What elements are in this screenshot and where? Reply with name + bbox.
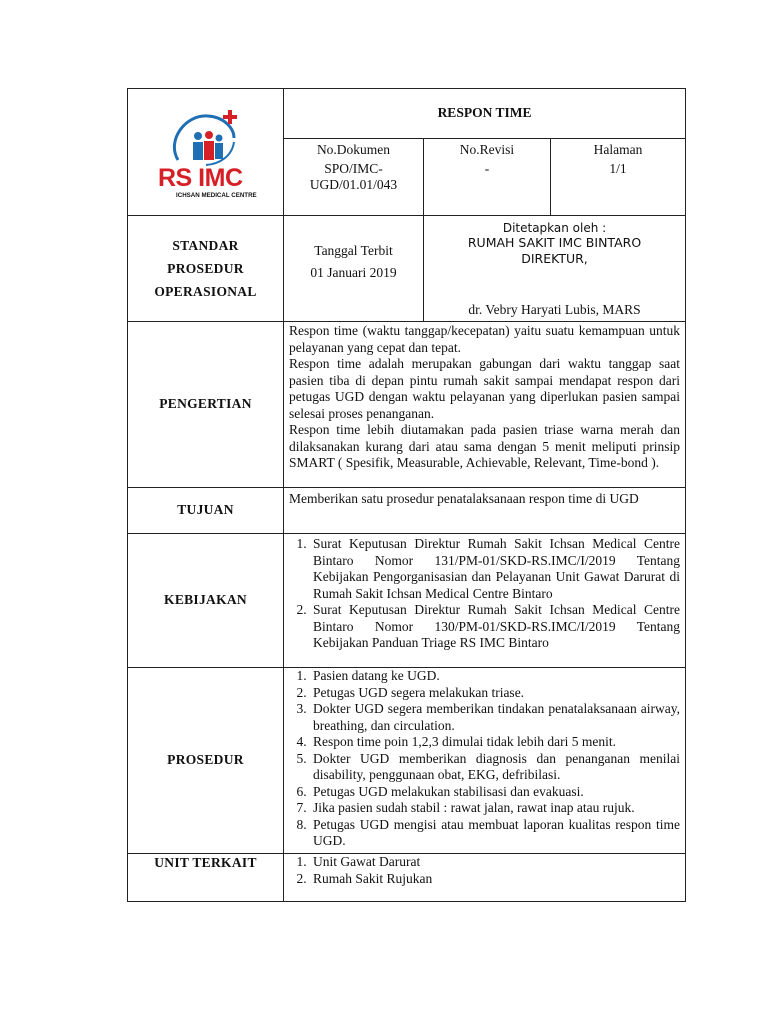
pengertian-content xyxy=(284,322,686,488)
sop-label-2: PROSEDUR xyxy=(167,261,244,276)
kebijakan-content xyxy=(284,534,686,668)
prosedur-label: PROSEDUR xyxy=(128,668,284,854)
list-item: 1. Surat Keputusan Direktur Rumah Sakit Ichsan Medical Centre Bintaro Nomor 131/PM-01/SKD-RS.IMC/I/2019 Tentang Kebijakan Pengorganisasian dan Pelayanan Unit Gawat Darurat di Rumah Sakit Ichsan Medical Centre Bintaro xyxy=(310,536,680,602)
page-label: Halaman xyxy=(593,142,643,158)
issue-date-value: 01 Januari 2019 xyxy=(310,265,397,280)
pengertian-label: PENGERTIAN xyxy=(128,322,284,488)
revision-value: - xyxy=(484,160,490,176)
issue-date-cell xyxy=(284,216,424,322)
kebijakan-label: KEBIJAKAN xyxy=(128,534,284,668)
logo-brand-text: RS IMC xyxy=(157,164,242,192)
unit-terkait-label: UNIT TERKAIT xyxy=(128,854,284,902)
pengertian-p3: Respon time lebih diutamakan pada pasien triase warna merah dan dilaksanakan kurang dari atau sama dengan 5 menit meliputi prinsip SMART ( Spesifik, Measurable, Achievable, Relevant, Time-bond ). xyxy=(289,422,681,470)
sop-table xyxy=(127,88,686,902)
list-item: 5. Dokter UGD memberikan diagnosis dan penanganan menilai disability, penggunaan obat, EKG, defribilasi. xyxy=(310,751,680,784)
page-value: 1/1 xyxy=(609,160,627,176)
list-item: 2. Surat Keputusan Direktur Rumah Sakit Ichsan Medical Centre Bintaro Nomor 130/PM-01/SKD-RS.IMC/I/2019 Tentang Kebijakan Panduan Triage RS IMC Bintaro xyxy=(310,602,680,652)
pengertian-p1: Respon time (waktu tanggap/kecepatan) yaitu suatu kemampuan untuk pelayanan yang cepat dan tepat. xyxy=(289,323,681,355)
page-cell xyxy=(551,139,686,216)
doc-number-value-1: SPO/IMC- xyxy=(324,160,383,176)
set-by-cell xyxy=(424,216,686,322)
prosedur-content xyxy=(284,668,686,854)
tujuan-label: TUJUAN xyxy=(128,488,284,534)
list-item: 1. Pasien datang ke UGD. xyxy=(310,668,680,685)
kebijakan-list xyxy=(286,536,680,652)
director-name: dr. Vebry Haryati Lubis, MARS xyxy=(468,301,641,317)
sop-label-cell xyxy=(128,216,284,322)
sop-document xyxy=(127,88,685,902)
list-item: 6. Petugas UGD melakukan stabilisasi dan evakuasi. xyxy=(310,784,680,801)
doc-number-cell xyxy=(284,139,424,216)
list-item: 8. Petugas UGD mengisi atau membuat laporan kualitas respon time UGD. xyxy=(310,817,680,850)
hospital-name: RUMAH SAKIT IMC BINTARO xyxy=(467,235,642,250)
logo-cell xyxy=(128,89,284,216)
prosedur-list xyxy=(286,668,680,850)
list-item: 3. Dokter UGD segera memberikan tindakan penatalaksanaan airway, breathing, dan circulation. xyxy=(310,701,680,734)
pengertian-p2: Respon time adalah merupakan gabungan dari waktu tanggap saat pasien tiba di depan pintu rumah sakit sampai mendapat respon dari petugas UGD dengan waktu pelayanan yang diperlukan pasien sampai selesai proses penanganan. xyxy=(289,356,681,421)
list-item: 2. Petugas UGD segera melakukan triase. xyxy=(310,685,680,702)
logo-tagline-text: ICHSAN MEDICAL CENTRE xyxy=(175,192,257,199)
set-by-label: Ditetapkan oleh : xyxy=(502,221,607,235)
doc-number-label: No.Dokumen xyxy=(316,142,391,158)
issue-date-label: Tanggal Terbit xyxy=(314,243,393,258)
tujuan-text: Memberikan satu prosedur penatalaksanaan respon time di UGD xyxy=(284,488,686,534)
document-title: RESPON TIME xyxy=(284,89,686,139)
director-title: DIREKTUR, xyxy=(521,251,588,266)
sop-label-1: STANDAR xyxy=(172,238,239,253)
unit-terkait-list xyxy=(286,854,680,887)
list-item: 4. Respon time poin 1,2,3 dimulai tidak lebih dari 5 menit. xyxy=(310,734,680,751)
revision-cell xyxy=(424,139,551,216)
doc-number-value-2: UGD/01.01/043 xyxy=(309,177,398,193)
hospital-logo xyxy=(146,102,266,202)
sop-label-3: OPERASIONAL xyxy=(154,284,257,299)
list-item: 2. Rumah Sakit Rujukan xyxy=(310,871,680,888)
list-item: 1. Unit Gawat Darurat xyxy=(310,854,680,871)
list-item: 7. Jika pasien sudah stabil : rawat jalan, rawat inap atau rujuk. xyxy=(310,800,680,817)
unit-terkait-content xyxy=(284,854,686,902)
revision-label: No.Revisi xyxy=(459,142,515,158)
